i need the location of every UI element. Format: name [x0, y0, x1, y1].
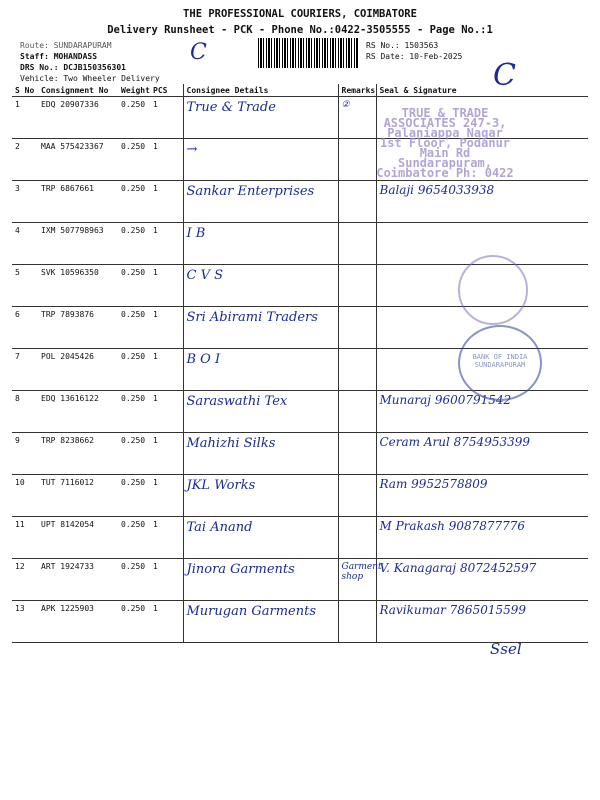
cell-consignee: Tai Anand: [183, 517, 338, 559]
cell-remarks: Garment shop: [338, 559, 376, 601]
cell-consignment-no: TRP 7893876: [38, 307, 118, 349]
cell-consignee: Sankar Enterprises: [183, 181, 338, 223]
cell-pcs: 1: [150, 307, 183, 349]
table-row: [12, 181, 588, 223]
cell-consignee: →: [183, 139, 338, 181]
cell-sno: 12: [12, 559, 38, 601]
route-label: Route: SUNDARAPURAM: [20, 41, 112, 50]
cell-pcs: 1: [150, 391, 183, 433]
bank-stamp-text: BANK OF INDIA SUNDARAPURAM: [472, 353, 528, 369]
col-remarks: Remarks: [338, 84, 376, 97]
cell-remarks: [338, 349, 376, 391]
cell-sno: 3: [12, 181, 38, 223]
bottom-signature: Ssel: [490, 640, 522, 658]
cell-pcs: 1: [150, 265, 183, 307]
cell-consignment-no: POL 2045426: [38, 349, 118, 391]
cell-weight: 0.250: [118, 349, 150, 391]
cell-signature: Ram 9952578809: [376, 475, 588, 517]
cell-consignment-no: ART 1924733: [38, 559, 118, 601]
col-seal-signature: Seal & Signature: [376, 84, 588, 97]
cell-remarks: [338, 601, 376, 643]
cell-sno: 5: [12, 265, 38, 307]
table-row: [12, 601, 588, 643]
col-pcs: PCS: [150, 84, 183, 97]
cell-consignee: C V S: [183, 265, 338, 307]
cell-pcs: 1: [150, 517, 183, 559]
col-consignee: Consignee Details: [183, 84, 338, 97]
cell-weight: 0.250: [118, 601, 150, 643]
cell-consignment-no: TRP 8238662: [38, 433, 118, 475]
cell-weight: 0.250: [118, 433, 150, 475]
cell-sno: 2: [12, 139, 38, 181]
cell-consignment-no: IXM 507798963: [38, 223, 118, 265]
cell-consignee: Mahizhi Silks: [183, 433, 338, 475]
cell-signature: V. Kanagaraj 8072452597: [376, 559, 588, 601]
cell-weight: 0.250: [118, 97, 150, 139]
trade-stamp: TRUE & TRADE ASSOCIATES 247-3, Palaniappa Nagar 1st Floor, Podanur Main Rd Sundarapuram, Coimbatore Ph: 0422: [376, 106, 514, 180]
cell-consignee: Saraswathi Tex: [183, 391, 338, 433]
cell-consignee: Murugan Garments: [183, 601, 338, 643]
cell-consignment-no: MAA 575423367: [38, 139, 118, 181]
cell-pcs: 1: [150, 223, 183, 265]
cell-sno: 10: [12, 475, 38, 517]
cell-weight: 0.250: [118, 391, 150, 433]
cell-pcs: 1: [150, 433, 183, 475]
cell-pcs: 1: [150, 601, 183, 643]
staff-label: Staff: MOHANDASS: [20, 52, 98, 61]
cell-consignee: Sri Abirami Traders: [183, 307, 338, 349]
cell-weight: 0.250: [118, 307, 150, 349]
cell-weight: 0.250: [118, 475, 150, 517]
cell-remarks: [338, 223, 376, 265]
cell-signature: Ceram Arul 8754953399: [376, 433, 588, 475]
cell-consignment-no: APK 1225903: [38, 601, 118, 643]
table-row: [12, 475, 588, 517]
table-row: [12, 517, 588, 559]
cell-weight: 0.250: [118, 265, 150, 307]
c-mark-left: C: [190, 40, 207, 65]
cell-sno: 13: [12, 601, 38, 643]
col-consignment-no: Consignment No: [38, 84, 118, 97]
vehicle-label: Vehicle: Two Wheeler Delivery: [20, 74, 160, 83]
table-row: [12, 559, 588, 601]
cell-pcs: 1: [150, 139, 183, 181]
cell-remarks: [338, 181, 376, 223]
cell-signature: Ravikumar 7865015599: [376, 601, 588, 643]
cell-signature: Munaraj 9600791542: [376, 391, 588, 433]
cell-remarks: [338, 517, 376, 559]
cell-sno: 11: [12, 517, 38, 559]
cell-consignee: B O I: [183, 349, 338, 391]
barcode: [258, 38, 358, 68]
cell-pcs: 1: [150, 181, 183, 223]
cell-consignment-no: EDQ 20907336: [38, 97, 118, 139]
company-title: THE PROFESSIONAL COURIERS, COIMBATORE: [183, 8, 417, 20]
cell-pcs: 1: [150, 97, 183, 139]
cell-consignment-no: EDQ 13616122: [38, 391, 118, 433]
cell-weight: 0.250: [118, 139, 150, 181]
cell-remarks: [338, 475, 376, 517]
cell-consignment-no: UPT 8142054: [38, 517, 118, 559]
rs-date: RS Date: 10-Feb-2025: [366, 52, 463, 61]
cell-pcs: 1: [150, 559, 183, 601]
bank-stamp: [458, 325, 542, 401]
cell-consignment-no: SVK 10596350: [38, 265, 118, 307]
cell-consignment-no: TRP 6867661: [38, 181, 118, 223]
cell-consignee: True & Trade: [183, 97, 338, 139]
cell-consignee: I B: [183, 223, 338, 265]
cell-weight: 0.250: [118, 559, 150, 601]
rs-number: RS No.: 1503563: [366, 41, 439, 50]
table-header-row: [12, 84, 588, 97]
col-weight: Weight: [118, 84, 150, 97]
cell-remarks: [338, 139, 376, 181]
cell-weight: 0.250: [118, 181, 150, 223]
cell-sno: 6: [12, 307, 38, 349]
cell-remarks: [338, 265, 376, 307]
cell-remarks: [338, 391, 376, 433]
cell-signature: Balaji 9654033938: [376, 181, 588, 223]
cell-sno: 9: [12, 433, 38, 475]
round-stamp: [458, 255, 528, 325]
cell-remarks: [338, 433, 376, 475]
c-mark-right: C: [493, 58, 516, 93]
col-sno: S No: [12, 84, 38, 97]
cell-sno: 8: [12, 391, 38, 433]
cell-remarks: [338, 307, 376, 349]
cell-sno: 4: [12, 223, 38, 265]
cell-sno: 7: [12, 349, 38, 391]
cell-consignee: Jinora Garments: [183, 559, 338, 601]
cell-consignee: JKL Works: [183, 475, 338, 517]
cell-signature: M Prakash 9087877776: [376, 517, 588, 559]
cell-weight: 0.250: [118, 517, 150, 559]
cell-sno: 1: [12, 97, 38, 139]
cell-weight: 0.250: [118, 223, 150, 265]
cell-pcs: 1: [150, 349, 183, 391]
table-row: [12, 433, 588, 475]
runsheet-subtitle: Delivery Runsheet - PCK - Phone No.:0422-3505555 - Page No.:1: [107, 24, 493, 36]
drs-number: DRS No.: DCJB150356301: [20, 63, 126, 72]
cell-pcs: 1: [150, 475, 183, 517]
cell-consignment-no: TUT 7116012: [38, 475, 118, 517]
cell-remarks: ②: [338, 97, 376, 139]
